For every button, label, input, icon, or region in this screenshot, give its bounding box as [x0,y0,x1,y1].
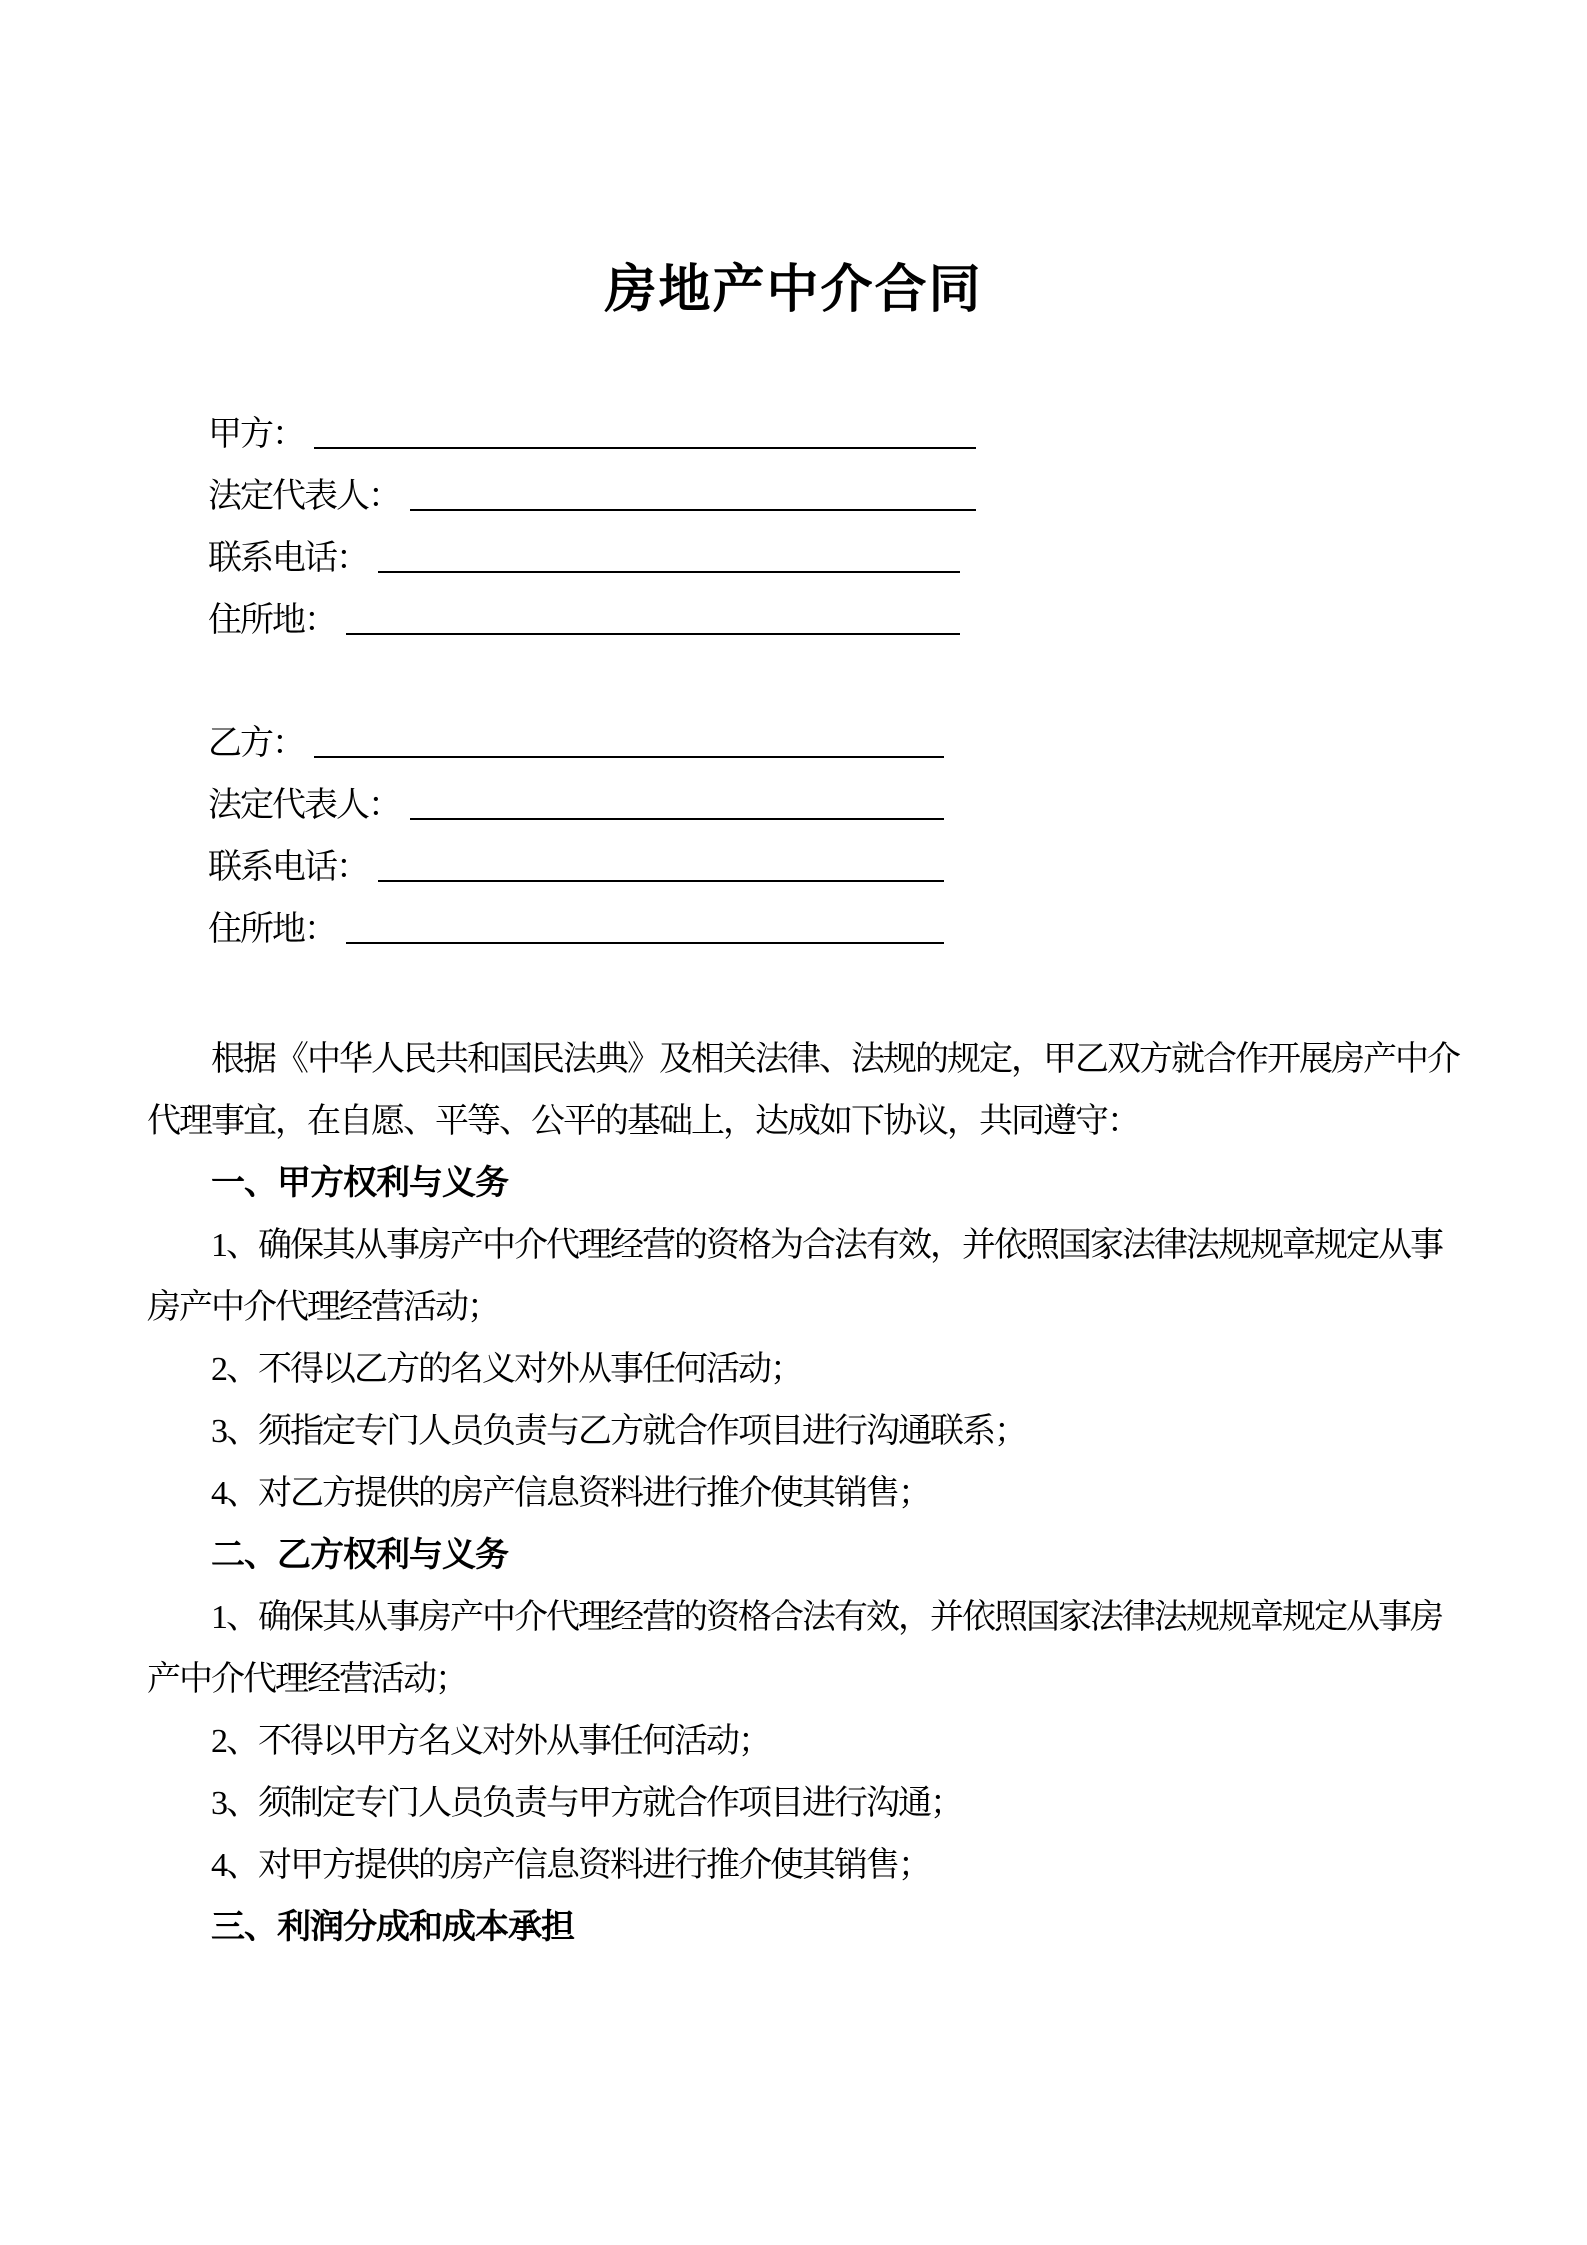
contract-body [147,1029,1487,1959]
section-heading-profit-sharing: 三、利润分成和成本承担 [211,1909,574,1946]
field-label: 甲方： [208,416,304,453]
section-heading-party-a-rights: 一、甲方权利与义务 [211,1165,508,1202]
body-line: 4、对甲方提供的房产信息资料进行推介使其销售； [211,1847,930,1884]
field-row-party-b-phone [208,837,944,899]
party-b-section [208,713,1587,961]
field-label: 法定代表人： [208,787,400,824]
fill-in-blank-line [410,775,944,820]
field-row-party-a-phone [208,528,960,590]
body-line: 2、不得以甲方名义对外从事任何活动； [211,1723,770,1760]
fill-in-blank-line [378,528,960,573]
fill-in-blank-line [314,404,976,449]
body-line: 1、确保其从事房产中介代理经营的资格合法有效，并依照国家法律法规规章规定从事房 [211,1599,1442,1636]
field-row-party-b-address [208,899,944,961]
body-line: 产中介代理经营活动； [147,1661,467,1698]
body-line: 3、须制定专门人员负责与甲方就合作项目进行沟通； [211,1785,962,1822]
body-line: 2、不得以乙方的名义对外从事任何活动； [211,1351,802,1388]
body-line: 4、对乙方提供的房产信息资料进行推介使其销售； [211,1475,930,1512]
field-row-party-b-name [208,713,944,775]
fill-in-blank-line [314,713,944,758]
body-line: 3、须指定专门人员负责与乙方就合作项目进行沟通联系； [211,1413,1026,1450]
field-row-party-a-name [208,404,976,466]
fill-in-blank-line [410,466,976,511]
field-label: 联系电话： [208,849,368,886]
body-line: 1、确保其从事房产中介代理经营的资格为合法有效，并依照国家法律法规规章规定从事 [211,1227,1442,1264]
field-label: 住所地： [208,602,336,639]
field-row-party-a-address [208,590,960,652]
fill-in-blank-line [346,590,960,635]
field-row-party-b-legal-representative [208,775,944,837]
field-label: 乙方： [208,725,304,762]
field-label: 法定代表人： [208,478,400,515]
party-a-section [208,404,1587,652]
field-label: 住所地： [208,911,336,948]
body-line: 代理事宜，在自愿、平等、公平的基础上，达成如下协议，共同遵守： [147,1103,1139,1140]
field-row-party-a-legal-representative [208,466,976,528]
section-heading-party-b-rights: 二、乙方权利与义务 [211,1537,508,1574]
fill-in-blank-line [378,837,944,882]
fill-in-blank-line [346,899,944,944]
document-title: 房地产中介合同 [604,262,983,319]
field-label: 联系电话： [208,540,368,577]
body-line: 房产中介代理经营活动； [147,1289,499,1326]
body-line: 根据《中华人民共和国民法典》及相关法律、法规的规定，甲乙双方就合作开展房产中介 [211,1041,1459,1078]
